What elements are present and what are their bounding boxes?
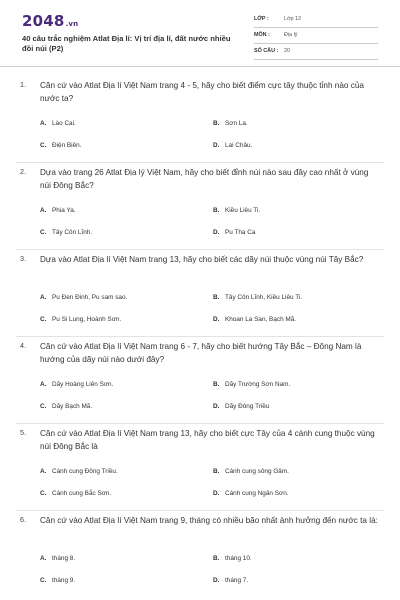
option-letter: A. bbox=[40, 294, 47, 301]
answer-option-b[interactable] bbox=[213, 294, 302, 301]
option-letter: A. bbox=[40, 381, 47, 388]
question-item bbox=[0, 337, 400, 424]
option-letter: C. bbox=[40, 490, 47, 497]
option-text: Điện Biên. bbox=[52, 142, 82, 149]
question-item bbox=[0, 511, 400, 598]
answer-option-b[interactable] bbox=[213, 120, 248, 127]
answer-option-c[interactable] bbox=[40, 490, 111, 497]
answer-option-d[interactable] bbox=[213, 577, 248, 584]
question-item bbox=[0, 424, 400, 511]
option-text: Cánh cung Đông Triều. bbox=[52, 468, 118, 475]
option-text: Kiều Liêu Ti. bbox=[225, 207, 261, 214]
option-letter: D. bbox=[213, 490, 220, 497]
option-letter: D. bbox=[213, 229, 220, 236]
option-text: Dãy Hoàng Liên Sơn. bbox=[52, 381, 114, 388]
question-number: 2. bbox=[20, 167, 26, 176]
option-text: tháng 10. bbox=[225, 555, 252, 562]
option-letter: B. bbox=[213, 381, 220, 388]
option-text: Pu Si Lung, Hoành Sơn. bbox=[52, 316, 122, 323]
option-letter: B. bbox=[213, 120, 220, 127]
answer-option-b[interactable] bbox=[213, 555, 252, 562]
option-text: Tây Côn Lĩnh. bbox=[52, 229, 93, 236]
option-letter: C. bbox=[40, 316, 47, 323]
option-letter: C. bbox=[40, 403, 47, 410]
option-text: Lào Cai. bbox=[52, 120, 76, 127]
option-text: Pu Tha Ca bbox=[225, 229, 256, 236]
question-text: Căn cứ vào Atlat Địa lí Việt Nam trang 13, hãy cho biết cực Tây của 4 cánh cung thuộc vùng núi Đông Bắc là bbox=[40, 429, 375, 451]
meta-row-class bbox=[254, 15, 378, 28]
site-logo[interactable] bbox=[22, 12, 78, 30]
option-letter: A. bbox=[40, 468, 47, 475]
answer-option-a[interactable] bbox=[40, 294, 127, 301]
option-text: tháng 7. bbox=[225, 577, 249, 584]
logo-main: 2048 bbox=[22, 12, 65, 30]
question-item bbox=[0, 163, 400, 250]
answer-option-d[interactable] bbox=[213, 490, 289, 497]
answer-option-c[interactable] bbox=[40, 229, 92, 236]
option-letter: C. bbox=[40, 229, 47, 236]
answer-option-c[interactable] bbox=[40, 316, 121, 323]
question-item bbox=[0, 76, 400, 163]
question-text: Căn cứ vào Atlat Địa lí Việt Nam trang 6 - 7, hãy cho biết hướng Tây Bắc – Đông Nam là hướng của dãy núi nào dưới đây? bbox=[40, 342, 362, 364]
option-letter: C. bbox=[40, 142, 47, 149]
question-number: 5. bbox=[20, 428, 26, 437]
option-text: Dãy Đông Triều bbox=[225, 403, 270, 410]
answer-option-c[interactable] bbox=[40, 403, 92, 410]
meta-label: MÔN : bbox=[254, 32, 270, 38]
answer-option-b[interactable] bbox=[213, 468, 289, 475]
option-letter: D. bbox=[213, 403, 220, 410]
option-letter: A. bbox=[40, 207, 47, 214]
question-text: Dựa vào trang 26 Atlat Địa lý Việt Nam, hãy cho biết đỉnh núi nào sau đây cao nhất ở vùng núi Đông Bắc? bbox=[40, 168, 369, 190]
option-text: Cánh cung sông Gâm. bbox=[225, 468, 289, 475]
answer-option-a[interactable] bbox=[40, 207, 76, 214]
question-list bbox=[0, 76, 400, 598]
option-text: Sơn La. bbox=[225, 120, 248, 127]
option-letter: D. bbox=[213, 316, 220, 323]
option-letter: B. bbox=[213, 555, 220, 562]
option-text: Dãy Bạch Mã. bbox=[52, 403, 93, 410]
option-letter: B. bbox=[213, 468, 220, 475]
option-text: Cánh cung Ngân Sơn. bbox=[225, 490, 289, 497]
option-text: Dãy Trường Sơn Nam. bbox=[225, 381, 291, 388]
option-text: Tây Côn Lĩnh, Kiều Liêu Ti. bbox=[225, 294, 303, 301]
answer-option-b[interactable] bbox=[213, 207, 260, 214]
question-number: 6. bbox=[20, 515, 26, 524]
question-number: 3. bbox=[20, 254, 26, 263]
answer-option-d[interactable] bbox=[213, 316, 296, 323]
option-letter: D. bbox=[213, 577, 220, 584]
answer-option-a[interactable] bbox=[40, 381, 113, 388]
worksheet-meta bbox=[254, 15, 378, 63]
option-text: Lai Châu. bbox=[225, 142, 253, 149]
option-text: tháng 8. bbox=[52, 555, 76, 562]
option-letter: B. bbox=[213, 294, 220, 301]
option-text: Pu Đen Đinh, Pu sam sao. bbox=[52, 294, 128, 301]
meta-value: 20 bbox=[284, 48, 290, 54]
question-number: 4. bbox=[20, 341, 26, 350]
answer-option-d[interactable] bbox=[213, 403, 269, 410]
answer-option-c[interactable] bbox=[40, 142, 82, 149]
option-letter: C. bbox=[40, 577, 47, 584]
answer-option-b[interactable] bbox=[213, 381, 290, 388]
option-text: Phia Ya. bbox=[52, 207, 76, 214]
answer-option-d[interactable] bbox=[213, 229, 255, 236]
option-letter: A. bbox=[40, 555, 47, 562]
option-text: Cánh cung Bắc Sơn. bbox=[52, 490, 112, 497]
logo-suffix: .vn bbox=[65, 20, 79, 28]
worksheet-header bbox=[0, 0, 400, 67]
answer-option-a[interactable] bbox=[40, 468, 118, 475]
answer-option-c[interactable] bbox=[40, 577, 75, 584]
answer-option-a[interactable] bbox=[40, 555, 75, 562]
meta-label: SỐ CÂU : bbox=[254, 48, 279, 54]
option-letter: B. bbox=[213, 207, 220, 214]
option-letter: A. bbox=[40, 120, 47, 127]
meta-value: Địa lý bbox=[284, 32, 298, 38]
meta-label: LỚP : bbox=[254, 16, 269, 22]
question-text: Căn cứ vào Atlat Địa lí Việt Nam trang 9, tháng có nhiều bão nhất ảnh hưởng đến nước ta là: bbox=[40, 516, 378, 525]
meta-row-count bbox=[254, 47, 378, 60]
answer-option-a[interactable] bbox=[40, 120, 76, 127]
answer-option-d[interactable] bbox=[213, 142, 252, 149]
meta-row-subject bbox=[254, 31, 378, 44]
option-text: Khoan La San, Bạch Mã. bbox=[225, 316, 297, 323]
worksheet-title: 40 câu trắc nghiệm Atlat Địa lí: Vị trí địa lí, đất nước nhiều đồi núi (P2) bbox=[22, 34, 231, 53]
question-text: Dựa vào Atlat Địa lí Việt Nam trang 13, hãy cho biết các dãy núi thuộc vùng núi Tây Bắc? bbox=[40, 255, 364, 264]
question-text: Căn cứ vào Atlat Địa lí Việt Nam trang 4 - 5, hãy cho biết điểm cực tây thuộc tỉnh nào của nước ta? bbox=[40, 81, 364, 103]
meta-value: Lớp 12 bbox=[284, 16, 302, 22]
option-letter: D. bbox=[213, 142, 220, 149]
question-item bbox=[0, 250, 400, 337]
option-text: tháng 9. bbox=[52, 577, 76, 584]
question-number: 1. bbox=[20, 80, 26, 89]
